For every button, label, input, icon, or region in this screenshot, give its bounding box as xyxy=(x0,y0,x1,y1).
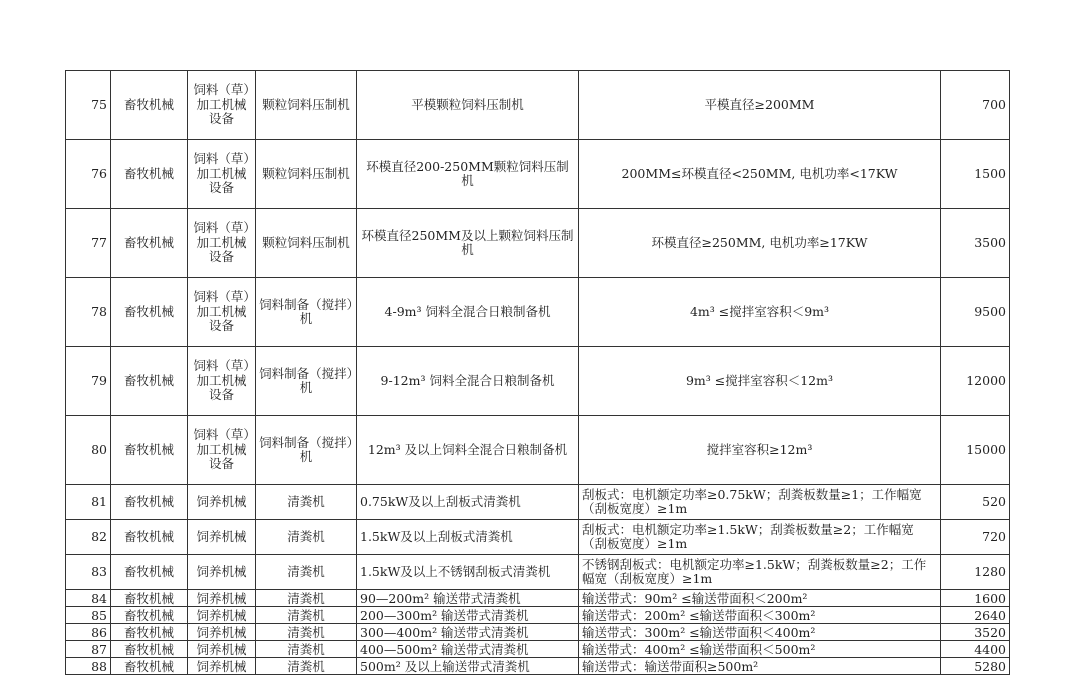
price-cell: 5280 xyxy=(941,658,1010,675)
subcategory-cell: 饲料（草）加工机械设备 xyxy=(188,140,256,209)
row-number: 78 xyxy=(66,278,111,347)
item-cell: 清粪机 xyxy=(256,624,357,641)
subcategory-cell: 饲养机械 xyxy=(188,520,256,555)
item-cell: 清粪机 xyxy=(256,607,357,624)
item-cell: 颗粒饲料压制机 xyxy=(256,209,357,278)
table-row xyxy=(66,555,1010,590)
category-cell: 畜牧机械 xyxy=(111,278,188,347)
price-cell: 3520 xyxy=(941,624,1010,641)
spec-cell: 平模直径≥200MM xyxy=(579,71,941,140)
spec-cell: 刮板式：电机额定功率≥1.5kW；刮粪板数量≥2；工作幅宽（刮板宽度）≥1m xyxy=(579,520,941,555)
table-row xyxy=(66,347,1010,416)
category-cell: 畜牧机械 xyxy=(111,641,188,658)
row-number: 85 xyxy=(66,607,111,624)
subcategory-cell: 饲养机械 xyxy=(188,607,256,624)
row-number: 80 xyxy=(66,416,111,485)
row-number: 83 xyxy=(66,555,111,590)
row-number: 81 xyxy=(66,485,111,520)
subcategory-cell: 饲料（草）加工机械设备 xyxy=(188,278,256,347)
price-cell: 12000 xyxy=(941,347,1010,416)
product-name-cell: 300—400m² 输送带式清粪机 xyxy=(357,624,579,641)
row-number: 76 xyxy=(66,140,111,209)
spec-cell: 刮板式：电机额定功率≥0.75kW；刮粪板数量≥1；工作幅宽（刮板宽度）≥1m xyxy=(579,485,941,520)
price-cell: 720 xyxy=(941,520,1010,555)
row-number: 88 xyxy=(66,658,111,675)
row-number: 75 xyxy=(66,71,111,140)
spec-cell: 不锈钢刮板式：电机额定功率≥1.5kW；刮粪板数量≥2；工作幅宽（刮板宽度）≥1m xyxy=(579,555,941,590)
product-name-cell: 9-12m³ 饲料全混合日粮制备机 xyxy=(357,347,579,416)
table-body xyxy=(66,71,1010,675)
product-name-cell: 200—300m² 输送带式清粪机 xyxy=(357,607,579,624)
category-cell: 畜牧机械 xyxy=(111,485,188,520)
price-cell: 2640 xyxy=(941,607,1010,624)
product-name-cell: 0.75kW及以上刮板式清粪机 xyxy=(357,485,579,520)
category-cell: 畜牧机械 xyxy=(111,624,188,641)
row-number: 79 xyxy=(66,347,111,416)
subcategory-cell: 饲养机械 xyxy=(188,555,256,590)
spec-cell: 4m³ ≤搅拌室容积＜9m³ xyxy=(579,278,941,347)
subsidy-table xyxy=(65,70,1010,675)
category-cell: 畜牧机械 xyxy=(111,209,188,278)
subcategory-cell: 饲养机械 xyxy=(188,658,256,675)
product-name-cell: 平模颗粒饲料压制机 xyxy=(357,71,579,140)
subcategory-cell: 饲料（草）加工机械设备 xyxy=(188,71,256,140)
table-row xyxy=(66,607,1010,624)
price-cell: 1280 xyxy=(941,555,1010,590)
item-cell: 清粪机 xyxy=(256,641,357,658)
item-cell: 饲料制备（搅拌）机 xyxy=(256,278,357,347)
item-cell: 清粪机 xyxy=(256,590,357,607)
subcategory-cell: 饲料（草）加工机械设备 xyxy=(188,347,256,416)
row-number: 87 xyxy=(66,641,111,658)
subcategory-cell: 饲料（草）加工机械设备 xyxy=(188,416,256,485)
category-cell: 畜牧机械 xyxy=(111,590,188,607)
product-name-cell: 500m² 及以上输送带式清粪机 xyxy=(357,658,579,675)
spec-cell: 200MM≤环模直径<250MM, 电机功率<17KW xyxy=(579,140,941,209)
item-cell: 清粪机 xyxy=(256,520,357,555)
price-cell: 9500 xyxy=(941,278,1010,347)
price-cell: 1600 xyxy=(941,590,1010,607)
table-row xyxy=(66,590,1010,607)
category-cell: 畜牧机械 xyxy=(111,71,188,140)
table-row xyxy=(66,658,1010,675)
product-name-cell: 1.5kW及以上刮板式清粪机 xyxy=(357,520,579,555)
table-row xyxy=(66,485,1010,520)
spec-cell: 9m³ ≤搅拌室容积＜12m³ xyxy=(579,347,941,416)
price-cell: 3500 xyxy=(941,209,1010,278)
spec-cell: 输送带式：400m² ≤输送带面积＜500m² xyxy=(579,641,941,658)
table-row xyxy=(66,140,1010,209)
item-cell: 颗粒饲料压制机 xyxy=(256,140,357,209)
price-cell: 15000 xyxy=(941,416,1010,485)
price-cell: 4400 xyxy=(941,641,1010,658)
spec-cell: 搅拌室容积≥12m³ xyxy=(579,416,941,485)
product-name-cell: 90—200m² 输送带式清粪机 xyxy=(357,590,579,607)
product-name-cell: 400—500m² 输送带式清粪机 xyxy=(357,641,579,658)
subcategory-cell: 饲养机械 xyxy=(188,590,256,607)
subcategory-cell: 饲料（草）加工机械设备 xyxy=(188,209,256,278)
row-number: 84 xyxy=(66,590,111,607)
table-row xyxy=(66,71,1010,140)
row-number: 82 xyxy=(66,520,111,555)
price-cell: 700 xyxy=(941,71,1010,140)
product-name-cell: 环模直径200-250MM颗粒饲料压制机 xyxy=(357,140,579,209)
spec-cell: 输送带式：200m² ≤输送带面积＜300m² xyxy=(579,607,941,624)
table-row xyxy=(66,416,1010,485)
category-cell: 畜牧机械 xyxy=(111,555,188,590)
table-row xyxy=(66,278,1010,347)
product-name-cell: 环模直径250MM及以上颗粒饲料压制机 xyxy=(357,209,579,278)
item-cell: 清粪机 xyxy=(256,485,357,520)
category-cell: 畜牧机械 xyxy=(111,607,188,624)
row-number: 77 xyxy=(66,209,111,278)
table-row xyxy=(66,209,1010,278)
category-cell: 畜牧机械 xyxy=(111,520,188,555)
product-name-cell: 4-9m³ 饲料全混合日粮制备机 xyxy=(357,278,579,347)
subcategory-cell: 饲养机械 xyxy=(188,485,256,520)
price-cell: 1500 xyxy=(941,140,1010,209)
product-name-cell: 12m³ 及以上饲料全混合日粮制备机 xyxy=(357,416,579,485)
subcategory-cell: 饲养机械 xyxy=(188,641,256,658)
item-cell: 饲料制备（搅拌）机 xyxy=(256,347,357,416)
item-cell: 清粪机 xyxy=(256,555,357,590)
category-cell: 畜牧机械 xyxy=(111,347,188,416)
subcategory-cell: 饲养机械 xyxy=(188,624,256,641)
product-name-cell: 1.5kW及以上不锈钢刮板式清粪机 xyxy=(357,555,579,590)
spec-cell: 环模直径≥250MM, 电机功率≥17KW xyxy=(579,209,941,278)
item-cell: 饲料制备（搅拌）机 xyxy=(256,416,357,485)
category-cell: 畜牧机械 xyxy=(111,140,188,209)
spec-cell: 输送带式：300m² ≤输送带面积＜400m² xyxy=(579,624,941,641)
spec-cell: 输送带式：90m² ≤输送带面积＜200m² xyxy=(579,590,941,607)
table-row xyxy=(66,520,1010,555)
row-number: 86 xyxy=(66,624,111,641)
price-cell: 520 xyxy=(941,485,1010,520)
table-row xyxy=(66,624,1010,641)
item-cell: 清粪机 xyxy=(256,658,357,675)
item-cell: 颗粒饲料压制机 xyxy=(256,71,357,140)
table-row xyxy=(66,641,1010,658)
spec-cell: 输送带式：输送带面积≥500m² xyxy=(579,658,941,675)
category-cell: 畜牧机械 xyxy=(111,658,188,675)
category-cell: 畜牧机械 xyxy=(111,416,188,485)
